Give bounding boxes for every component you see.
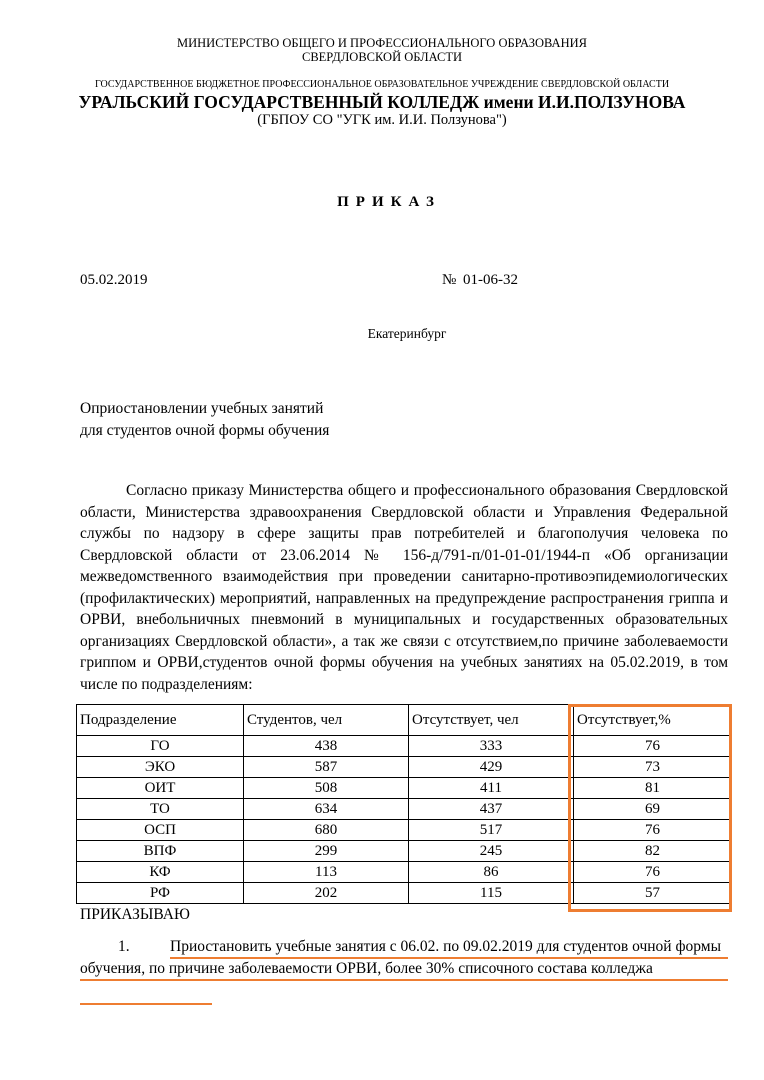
institution-type: ГОСУДАРСТВЕННОЕ БЮДЖЕТНОЕ ПРОФЕССИОНАЛЬНОЕ ОБРАЗОВАТЕЛЬНОЕ УЧРЕЖДЕНИЕ СВЕРДЛОВСКОЙ ОБЛАСТИ bbox=[94, 79, 670, 90]
order-word: ПРИКАЗЫВАЮ bbox=[80, 906, 190, 923]
document-subject bbox=[80, 398, 329, 442]
cell-absent-count: 429 bbox=[409, 757, 574, 778]
header-absent-count: Отсутствует, чел bbox=[409, 705, 574, 736]
college-abbreviation: (ГБПОУ СО "УГК им. И.И. Ползунова") bbox=[257, 112, 507, 128]
cell-absent-count: 437 bbox=[409, 799, 574, 820]
cell-absent-count: 333 bbox=[409, 736, 574, 757]
cell-students: 438 bbox=[244, 736, 409, 757]
order-item-text: Приостановить учебные занятия с 06.02. по 09.02.2019 для студентов очной формы обучения, по причине заболеваемости ОРВИ, более 30% списочного состава колледжа bbox=[80, 938, 721, 977]
cell-students: 299 bbox=[244, 841, 409, 862]
cell-department: КФ bbox=[77, 862, 244, 883]
header-absent-percent: Отсутствует,% bbox=[574, 705, 732, 736]
cell-absent-count: 245 bbox=[409, 841, 574, 862]
document-body: Согласно приказу Министерства общего и профессионального образования Свердловской области, Министерства здравоохранения Свердловской области и Управления Федеральной службы по надзору в сфере защиты прав потребителей и благополучия человека по Свердловской области от 23.06.2014 № 156-д/791-п/01-01-01/1944-п «Об организации межведомственного взаимодействия при проведении санитарно-противоэпидемиологических (профилактических) мероприятий, направленных на предупреждение распространения гриппа и ОРВИ, внебольничных пневмоний в муниципальных и государственных образовательных организациях Свердловской области», а так же связи с отсутствием,по причине заболеваемости гриппом и ОРВИ,студентов очной формы обучения на учебных занятиях на 05.02.2019, в том числе по подразделениям: bbox=[80, 482, 728, 693]
cell-absent-percent: 69 bbox=[574, 799, 732, 820]
subject-line-2: для студентов очной формы обучения bbox=[80, 422, 330, 439]
ministry-line-2: СВЕРДЛОВСКОЙ ОБЛАСТИ bbox=[301, 50, 462, 64]
highlight-underline-2 bbox=[80, 979, 728, 981]
table-row bbox=[77, 841, 732, 862]
absence-table bbox=[76, 704, 732, 904]
college-name: УРАЛЬСКИЙ ГОСУДАРСТВЕННЫЙ КОЛЛЕДЖ имени И.И.ПОЛЗУНОВА bbox=[78, 92, 686, 112]
table-row bbox=[77, 799, 732, 820]
header-department: Подразделение bbox=[77, 705, 244, 736]
table-row bbox=[77, 883, 732, 904]
table-row bbox=[77, 820, 732, 841]
document-date: 05.02.2019 bbox=[80, 272, 148, 288]
document-title: ПРИКАЗ bbox=[337, 194, 441, 210]
cell-department: ОИТ bbox=[77, 778, 244, 799]
ministry-line-1: МИНИСТЕРСТВО ОБЩЕГО И ПРОФЕССИОНАЛЬНОГО ОБРАЗОВАНИЯ bbox=[177, 36, 587, 50]
cell-absent-count: 411 bbox=[409, 778, 574, 799]
subject-line-1: Оприостановлении учебных занятий bbox=[80, 400, 324, 417]
cell-students: 202 bbox=[244, 883, 409, 904]
cell-students: 508 bbox=[244, 778, 409, 799]
document-city: Екатеринбург bbox=[367, 326, 447, 341]
cell-students: 634 bbox=[244, 799, 409, 820]
cell-absent-count: 86 bbox=[409, 862, 574, 883]
cell-absent-percent: 82 bbox=[574, 841, 732, 862]
cell-students: 113 bbox=[244, 862, 409, 883]
cell-absent-count: 517 bbox=[409, 820, 574, 841]
ministry-header bbox=[0, 36, 764, 64]
table-header-row bbox=[77, 705, 732, 736]
table-row bbox=[77, 757, 732, 778]
cell-department: ТО bbox=[77, 799, 244, 820]
cell-absent-percent: 73 bbox=[574, 757, 732, 778]
cell-absent-percent: 76 bbox=[574, 820, 732, 841]
header-students: Студентов, чел bbox=[244, 705, 409, 736]
cell-absent-count: 115 bbox=[409, 883, 574, 904]
table-row bbox=[77, 862, 732, 883]
cell-absent-percent: 57 bbox=[574, 883, 732, 904]
cell-absent-percent: 81 bbox=[574, 778, 732, 799]
cell-department: ГО bbox=[77, 736, 244, 757]
highlight-underline-3 bbox=[80, 1003, 212, 1005]
cell-absent-percent: 76 bbox=[574, 736, 732, 757]
cell-students: 587 bbox=[244, 757, 409, 778]
table-row bbox=[77, 778, 732, 799]
highlight-underline-1 bbox=[170, 957, 728, 959]
cell-department: РФ bbox=[77, 883, 244, 904]
document-number: № 01-06-32 bbox=[442, 272, 519, 288]
cell-absent-percent: 76 bbox=[574, 862, 732, 883]
order-item-number: 1. bbox=[118, 938, 130, 955]
table-row bbox=[77, 736, 732, 757]
cell-students: 680 bbox=[244, 820, 409, 841]
cell-department: ОСП bbox=[77, 820, 244, 841]
cell-department: ВПФ bbox=[77, 841, 244, 862]
cell-department: ЭКО bbox=[77, 757, 244, 778]
